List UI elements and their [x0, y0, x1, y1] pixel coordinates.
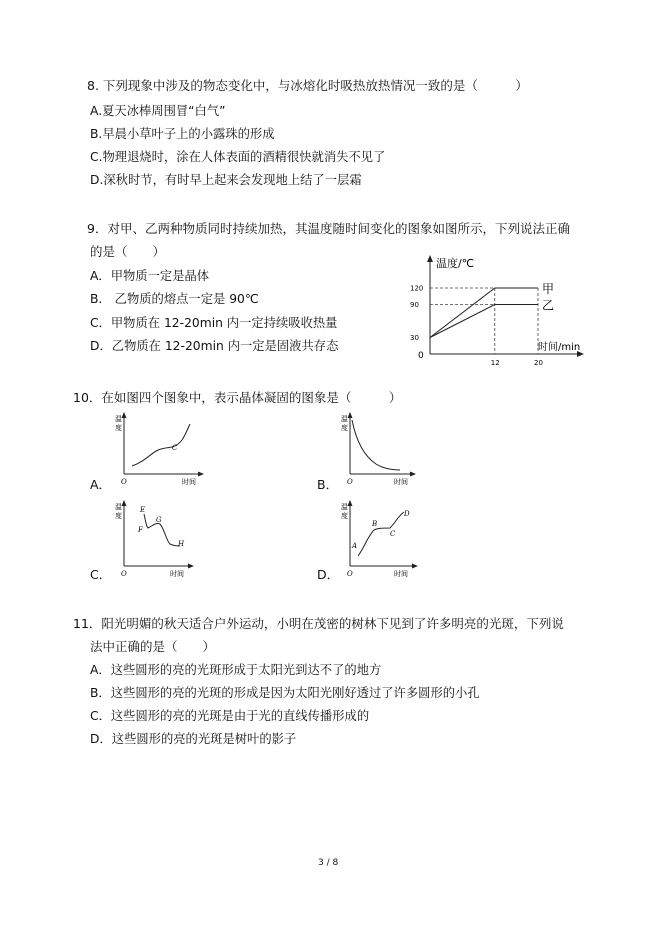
q9-option-b: B. 乙物质的熔点一定是 90℃: [90, 292, 259, 306]
q11-option-b: B．这些圆形的亮的光斑的形成是因为太阳光刚好透过了许多圆形的小孔: [90, 686, 480, 700]
graph-c-point-h: H: [178, 540, 185, 548]
q11-stem-line1: 11．阳光明媚的秋天适合户外运动，小明在茂密的树林下见到了许多明亮的光斑，下列说: [73, 616, 564, 631]
q8-option-a: A.夏天冰棒周围冒“白气”: [90, 104, 226, 118]
graph-c-origin: O: [121, 570, 127, 578]
graph-b-x-label: 时间: [394, 478, 408, 486]
graph-d-y-label-1: 温: [341, 503, 348, 511]
page-number: 3 / 8: [318, 858, 339, 868]
q8-option-c: C.物理退烧时，涂在人体表面的酒精很快就消失不见了: [90, 150, 386, 164]
graph-d-y-label-2: 度: [341, 512, 348, 520]
q11-stem-line2: 法中正确的是（ ）: [90, 639, 216, 654]
y-tick-label-90: 90: [410, 301, 419, 309]
q10-graph-d: [338, 496, 434, 580]
q11-option-d: D．这些圆形的亮的光斑是树叶的影子: [90, 732, 297, 746]
q10-graph-b-letter: B．: [317, 477, 339, 492]
graph-d-point-b: B: [372, 520, 378, 528]
x-tick-label-20: 20: [534, 359, 543, 367]
y-tick-label-30: 30: [410, 334, 419, 342]
graph-a-y-label-2: 度: [115, 424, 122, 432]
graph-b-origin: O: [347, 478, 353, 486]
series-label-jia: 甲: [542, 282, 555, 296]
q9-option-d: D．乙物质在 12-20min 内一定是固液共存态: [90, 339, 339, 353]
q10-graph-b: [338, 408, 434, 488]
q10-graph-d-letter: D．: [317, 567, 340, 582]
y-axis-arrow: [427, 255, 433, 262]
q10-graph-c: [112, 496, 208, 580]
graph-a-y-label-1: 温: [115, 415, 122, 423]
graph-d-x-label: 时间: [394, 570, 408, 578]
graph-d-point-c: C: [390, 530, 396, 538]
graph-a-x-label: 时间: [182, 478, 196, 486]
series-label-yi: 乙: [542, 298, 555, 313]
q9-option-a: A．甲物质一定是晶体: [90, 269, 210, 283]
y-axis-label: 温度/℃: [436, 257, 475, 270]
series-line-jia: [430, 288, 538, 338]
graph-a-origin: O: [121, 478, 127, 486]
x-axis-label: 时间/min: [538, 342, 581, 353]
graph-c-y-label-1: 温: [115, 503, 122, 511]
graph-d-point-d: D: [404, 510, 410, 518]
q10-graph-c-letter: C．: [90, 567, 112, 582]
graph-c-point-f: F: [138, 526, 143, 534]
q9-stem-line1: 9．对甲、乙两种物质同时持续加热，其温度随时间变化的图象如图所示，下列说法正确: [87, 221, 570, 236]
q9-option-c: C．甲物质在 12-20min 内一定持续吸收热量: [90, 316, 338, 330]
graph-a-curve-label: C: [172, 444, 178, 452]
graph-c-point-g: G: [156, 516, 162, 524]
graph-c-x-label: 时间: [170, 570, 184, 578]
q9-stem-line2: 的是（ ）: [90, 244, 166, 259]
origin-label: 0: [418, 351, 424, 361]
graph-b-y-label-1: 温: [341, 415, 348, 423]
q8-option-b: B.早晨小草叶子上的小露珠的形成: [90, 127, 275, 141]
y-tick-label-120: 120: [410, 284, 424, 293]
x-tick-label-12: 12: [490, 359, 500, 367]
q10-graph-a-letter: A．: [90, 477, 112, 492]
graph-d-point-a: A: [352, 542, 358, 550]
graph-d-origin: O: [347, 570, 353, 578]
graph-b-y-label-2: 度: [341, 424, 348, 432]
q11-option-a: A．这些圆形的亮的光斑形成于太阳光到达不了的地方: [90, 663, 382, 677]
q10-stem: 10．在如图四个图象中，表示晶体凝固的图象是（ ）: [73, 390, 402, 405]
q8-stem: 8. 下列现象中涉及的物态变化中，与冰熔化时吸热放热情况一致的是（ ）: [87, 78, 528, 93]
graph-c-y-label-2: 度: [115, 512, 122, 520]
q9-temperature-chart: [408, 250, 588, 372]
series-line-yi: [430, 305, 538, 338]
q8-option-d: D.深秋时节，有时早上起来会发现地上结了一层霜: [90, 173, 362, 187]
q10-graph-a: [112, 408, 208, 488]
q11-option-c: C．这些圆形的亮的光斑是由于光的直线传播形成的: [90, 709, 370, 723]
graph-c-point-e: E: [140, 506, 146, 514]
